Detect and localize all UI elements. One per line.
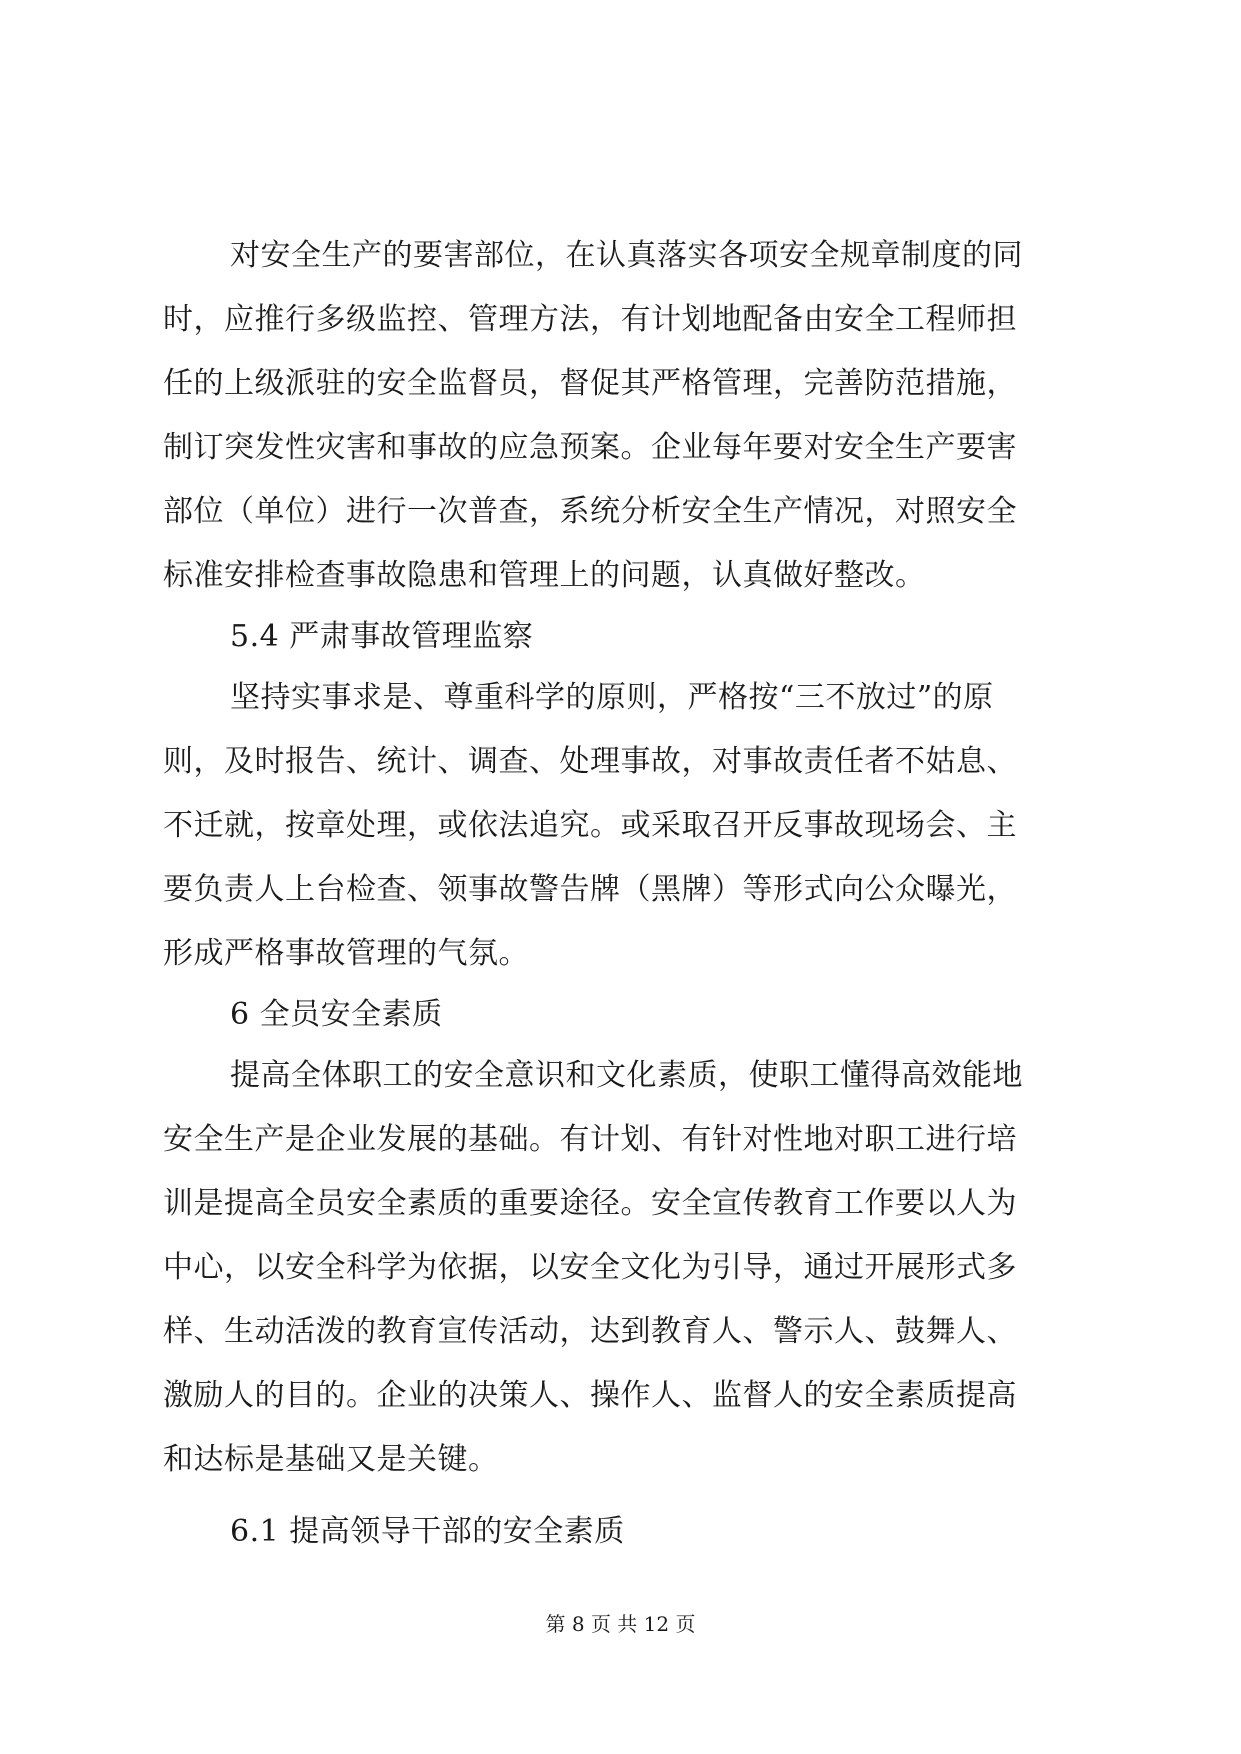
text-line: 要负责人上台检查、领事故警告牌（黑牌）等形式向公众曝光， (163, 872, 1017, 907)
text-line: 形成严格事故管理的气氛。 (163, 936, 529, 971)
text-line: 对安全生产的要害部位，在认真落实各项安全规章制度的同 (230, 238, 1023, 273)
text-line: 安全生产是企业发展的基础。有计划、有针对性地对职工进行培 (163, 1122, 1017, 1157)
section-heading: 6 全员安全素质 (230, 997, 443, 1032)
text-line: 和达标是基础又是关键。 (163, 1442, 499, 1477)
section-heading: 5.4 严肃事故管理监察 (230, 619, 534, 654)
text-line: 时，应推行多级监控、管理方法，有计划地配备由安全工程师担 (163, 302, 1017, 337)
text-line: 标准安排检查事故隐患和管理上的问题，认真做好整改。 (163, 558, 926, 593)
text-line: 样、生动活泼的教育宣传活动，达到教育人、警示人、鼓舞人、 (163, 1314, 1017, 1349)
text-line: 不迁就，按章处理，或依法追究。或采取召开反事故现场会、主 (163, 808, 1017, 843)
text-line: 训是提高全员安全素质的重要途径。安全宣传教育工作要以人为 (163, 1186, 1017, 1221)
section-heading: 6.1 提高领导干部的安全素质 (230, 1514, 625, 1549)
text-line: 任的上级派驻的安全监督员，督促其严格管理，完善防范措施， (163, 366, 1017, 401)
text-line: 部位（单位）进行一次普查，系统分析安全生产情况，对照安全 (163, 494, 1017, 529)
page-footer: 第 8 页 共 12 页 (545, 1612, 696, 1636)
text-line: 中心，以安全科学为依据，以安全文化为引导，通过开展形式多 (163, 1250, 1017, 1285)
text-line: 制订突发性灾害和事故的应急预案。企业每年要对安全生产要害 (163, 430, 1017, 465)
text-line: 坚持实事求是、尊重科学的原则，严格按“三不放过”的原 (230, 680, 994, 715)
text-line: 提高全体职工的安全意识和文化素质，使职工懂得高效能地 (230, 1058, 1023, 1093)
text-line: 激励人的目的。企业的决策人、操作人、监督人的安全素质提高 (163, 1378, 1017, 1413)
text-line: 则，及时报告、统计、调查、处理事故，对事故责任者不姑息、 (163, 744, 1017, 779)
